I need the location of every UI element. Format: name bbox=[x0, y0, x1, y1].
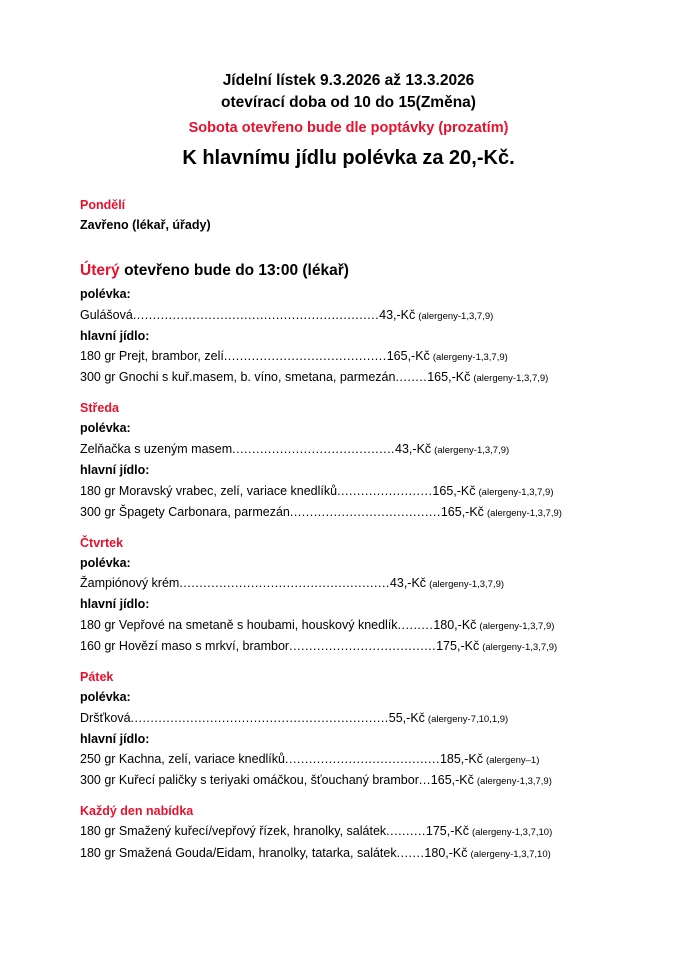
item-price: 165,-Kč bbox=[386, 349, 430, 364]
item-allergens: (alergeny-1,3,7,9) bbox=[479, 620, 555, 632]
header-saturday-note: Sobota otevřeno bude dle poptávky (prozatím) bbox=[188, 119, 509, 136]
item-price: 165,-Kč bbox=[427, 370, 471, 385]
item-price: 43,-Kč bbox=[389, 576, 427, 591]
item-dots: ... bbox=[418, 773, 431, 788]
item-name: 300 gr Gnochi s kuř.masem, b. víno, smetana, parmezán bbox=[80, 370, 396, 385]
item-name: Žampiónový krém bbox=[80, 576, 180, 591]
item-dots: ..................................... bbox=[289, 638, 437, 653]
menu-item bbox=[80, 481, 617, 502]
day-block-pondeli bbox=[80, 195, 617, 235]
item-allergens: (alergeny-1,3,7,10) bbox=[471, 827, 553, 839]
item-name: 180 gr Smažený kuřecí/vepřový řízek, hranolky, salátek bbox=[80, 824, 387, 839]
item-price: 180,-Kč bbox=[433, 617, 477, 632]
soup-label-streda: polévka: bbox=[80, 421, 131, 436]
day-title-row-utery bbox=[80, 259, 617, 284]
item-allergens: (alergeny-1,3,7,9) bbox=[473, 373, 549, 385]
menu-item bbox=[80, 439, 617, 460]
header-opening-hours: otevírací doba od 10 do 15(Změna) bbox=[221, 94, 476, 112]
item-allergens: (alergeny-1,3,7,10) bbox=[470, 848, 551, 860]
item-name: Zelňačka s uzeným masem bbox=[80, 442, 233, 457]
item-name: 180 gr Prejt, brambor, zelí bbox=[80, 349, 224, 364]
menu-item bbox=[80, 346, 617, 367]
item-price: 43,-Kč bbox=[395, 442, 432, 457]
menu-header bbox=[80, 70, 617, 173]
item-dots: ....................................... bbox=[284, 752, 440, 767]
item-dots: .......... bbox=[386, 824, 426, 839]
soup-label-patek: polévka: bbox=[80, 689, 131, 704]
item-price: 165,-Kč bbox=[430, 773, 474, 788]
item-price: 55,-Kč bbox=[388, 710, 425, 725]
day-title-ctvrtek: Čtvrtek bbox=[80, 535, 124, 550]
item-name: Dršťková bbox=[80, 710, 131, 725]
header-title: Jídelní lístek 9.3.2026 až 13.3.2026 bbox=[222, 72, 475, 89]
menu-item bbox=[80, 305, 617, 326]
item-dots: ................................................................. bbox=[130, 710, 389, 725]
menu-item bbox=[80, 636, 617, 657]
item-price: 43,-Kč bbox=[379, 307, 416, 322]
main-label-ctvrtek: hlavní jídlo: bbox=[80, 597, 150, 612]
item-allergens: (alergeny-1,3,7,9) bbox=[432, 352, 508, 364]
item-dots: ......................................... bbox=[223, 349, 387, 364]
day-title-utery: Úterý bbox=[80, 262, 120, 280]
item-name: 180 gr Vepřové na smetaně s houbami, houskový knedlík bbox=[80, 617, 398, 632]
menu-content bbox=[80, 195, 617, 864]
item-price: 165,-Kč bbox=[432, 483, 476, 498]
day-title-streda: Středa bbox=[80, 401, 119, 416]
main-label-patek: hlavní jídlo: bbox=[80, 731, 150, 746]
menu-item bbox=[80, 615, 617, 636]
item-allergens: (alergeny-7,10,1,9) bbox=[427, 713, 509, 725]
item-name: 300 gr Kuřecí paličky s teriyaki omáčkou, šťouchaný brambor bbox=[80, 773, 419, 788]
soup-label-utery: polévka: bbox=[80, 287, 131, 302]
menu-item bbox=[80, 502, 617, 523]
item-name: 180 gr Smažená Gouda/Eidam, hranolky, tatarka, salátek bbox=[80, 845, 397, 860]
header-soup-offer: K hlavnímu jídlu polévka za 20,-Kč. bbox=[182, 147, 515, 170]
main-label-streda: hlavní jídlo: bbox=[80, 463, 150, 478]
item-dots: ......... bbox=[397, 617, 434, 632]
item-dots: .............................................................. bbox=[132, 307, 380, 322]
day-block-patek bbox=[80, 667, 617, 791]
menu-item bbox=[80, 843, 617, 865]
day-block-utery bbox=[80, 259, 617, 388]
menu-item bbox=[80, 573, 617, 594]
item-allergens: (alergeny-1,3,7,9) bbox=[418, 310, 494, 322]
item-allergens: (alergeny-1,3,7,9) bbox=[486, 507, 562, 519]
day-title-patek: Pátek bbox=[80, 669, 114, 684]
item-allergens: (alergeny-1,3,7,9) bbox=[434, 445, 510, 457]
item-name: 160 gr Hovězí maso s mrkví, brambor bbox=[80, 638, 290, 653]
item-dots: ...................................... bbox=[289, 504, 441, 519]
day-block-streda bbox=[80, 398, 617, 522]
day-note-utery: otevřeno bude do 13:00 (lékař) bbox=[124, 262, 349, 280]
item-allergens: (alergeny-1,3,7,9) bbox=[476, 776, 552, 788]
menu-item bbox=[80, 770, 617, 791]
menu-item bbox=[80, 821, 617, 843]
item-name: 180 gr Moravský vrabec, zelí, variace knedlíků bbox=[80, 483, 338, 498]
item-price: 165,-Kč bbox=[440, 504, 484, 519]
item-dots: ........................ bbox=[337, 483, 433, 498]
menu-item bbox=[80, 749, 617, 770]
item-dots: ......................................... bbox=[232, 442, 396, 457]
day-title-pondeli: Pondělí bbox=[80, 198, 126, 213]
everyday-block bbox=[80, 801, 617, 864]
item-price: 185,-Kč bbox=[439, 752, 484, 767]
menu-item bbox=[80, 367, 617, 388]
day-block-ctvrtek bbox=[80, 533, 617, 657]
item-price: 180,-Kč bbox=[424, 845, 468, 860]
menu-item bbox=[80, 708, 617, 729]
spacer bbox=[80, 245, 617, 259]
item-dots: ....... bbox=[396, 845, 425, 860]
item-allergens: (alergeny-1,3,7,9) bbox=[429, 579, 505, 591]
item-price: 175,-Kč bbox=[425, 824, 469, 839]
item-dots: ..................................................... bbox=[179, 576, 390, 591]
item-allergens: (alergeny-1,3,7,9) bbox=[478, 486, 554, 498]
item-allergens: (alergeny-1,3,7,9) bbox=[482, 641, 558, 653]
item-name: Gulášová bbox=[80, 307, 133, 322]
soup-label-ctvrtek: polévka: bbox=[80, 555, 131, 570]
everyday-title: Každý den nabídka bbox=[80, 804, 194, 819]
item-name: 300 gr Špagety Carbonara, parmezán bbox=[80, 504, 290, 519]
item-name: 250 gr Kachna, zelí, variace knedlíků bbox=[80, 752, 285, 767]
main-label-utery: hlavní jídlo: bbox=[80, 328, 150, 343]
item-price: 175,-Kč bbox=[436, 638, 480, 653]
item-allergens: (alergeny–1) bbox=[486, 755, 540, 767]
day-closed-note-pondeli: Zavřeno (lékař, úřady) bbox=[80, 218, 211, 233]
item-dots: ........ bbox=[395, 370, 428, 385]
